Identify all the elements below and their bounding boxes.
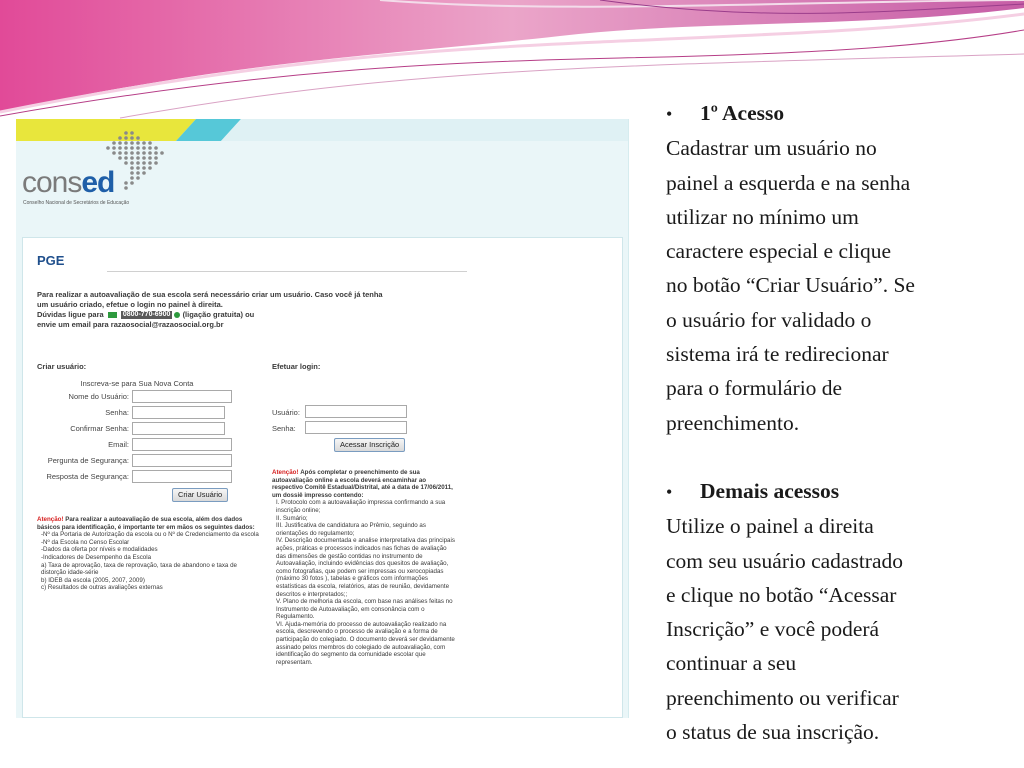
notes-spacer [666, 440, 1018, 474]
logo-subtitle: Conselho Nacional de Secretários de Educação [23, 200, 130, 206]
senha-input[interactable] [132, 406, 225, 419]
efetuar-login-title: Efetuar login: [272, 362, 321, 371]
acesso-line: o usuário for validado o [666, 307, 872, 332]
intro-line-3-post: (ligação gratuita) ou [182, 310, 255, 319]
intro-line-1: Para realizar a autoavaliação de sua escola será necessário criar um usuário. Caso você já tenha [37, 290, 383, 299]
label-resposta: Resposta de Segurança: [46, 472, 129, 481]
demais-bullet [666, 474, 1018, 509]
login-atencao-text: Após completar o preenchimento de sua autoavaliação online a escola deverá encaminhar ao respectivo Comitê Estadual/Distrital, até a data de 17/06/2011, um dossiê impresso contendo: [272, 469, 453, 499]
intro-line-2: um usuário criado, efetue o login no painel à direita. [37, 300, 223, 309]
login-item: I. Protocolo com a autoavaliação impressa confirmando a sua inscrição online; [276, 499, 446, 514]
acesso-line: painel a esquerda e na senha [666, 170, 911, 195]
demais-line: Inscrição” e você poderá [666, 617, 880, 642]
intro-line-3-pre: Dúvidas ligue para [37, 310, 104, 319]
main-content [22, 237, 623, 718]
criar-item: -Nº da Portaria de Autorização da escola ou o Nº de Credenciamento da escola [41, 531, 259, 539]
label-nome: Nome do Usuário: [68, 392, 129, 401]
demais-title: Demais acessos [700, 478, 840, 503]
label-pergunta: Pergunta de Segurança: [47, 456, 129, 465]
pergunta-seguranca-input[interactable] [132, 454, 232, 467]
criar-usuario-button[interactable]: Criar Usuário [172, 488, 228, 502]
demais-line: Utilize o painel a direita [666, 514, 874, 539]
demais-line: com seu usuário cadastrado [666, 548, 904, 573]
login-senha-input[interactable] [305, 421, 407, 434]
email-input[interactable] [132, 438, 232, 451]
demais-line: o status de sua inscrição. [666, 720, 880, 745]
label-usuario: Usuário: [272, 408, 300, 417]
acesso-line: Cadastrar um usuário no [666, 136, 877, 161]
intro-text [37, 290, 467, 330]
acesso-line: no botão “Criar Usuário”. Se [666, 273, 915, 298]
intro-line-3 [37, 310, 467, 320]
slide-notes [666, 96, 1018, 749]
resposta-seguranca-input[interactable] [132, 470, 232, 483]
login-atencao-block [272, 469, 458, 666]
criar-usuario-title: Criar usuário: [37, 362, 87, 371]
demais-line: continuar a seu [666, 651, 797, 676]
acesso-title: 1º Acesso [700, 101, 785, 125]
acesso-line: sistema irá te redirecionar [666, 342, 889, 367]
acesso-line: caractere especial e clique [666, 239, 891, 264]
login-atencao-label: Atenção! [272, 469, 299, 476]
bullet-dot-icon: • [666, 481, 673, 502]
phone-ok-icon [174, 312, 180, 318]
acesso-line: utilizar no mínimo um [666, 204, 859, 229]
demais-line: preenchimento ou verificar [666, 685, 899, 710]
acesso-line: preenchimento. [666, 410, 800, 435]
consed-logo [22, 127, 172, 219]
criar-item: -Dados da oferta por níveis e modalidades [41, 546, 158, 554]
login-item: V. Plano de melhoria da escola, com base nas análises feitas no Instrumento de Autoavaliação, em consonância com o Regulamento. [276, 598, 453, 621]
brazil-flag-icon [108, 312, 117, 318]
label-login-senha: Senha: [272, 424, 296, 433]
login-item: II. Sumário; [276, 514, 308, 522]
demais-line: e clique no botão “Acessar [666, 582, 897, 607]
label-senha: Senha: [105, 408, 129, 417]
login-item: VI. Ajuda-memória do processo de autoavaliação realizado na escola, descrevendo o processo de avaliação e a forma de participação do colegiado. O documento deverá ser devidamente assinado pelos membros do colegiado de autoavaliação, com identificação do segmento da comunidade escolar que representam. [276, 620, 455, 666]
criar-subtitle: Inscreva-se para Sua Nova Conta [80, 379, 194, 388]
usuario-input[interactable] [305, 405, 407, 418]
logo-cons: cons [22, 166, 82, 199]
acessar-inscricao-button[interactable]: Acessar Inscrição [334, 438, 405, 452]
screenshot-panel [16, 119, 629, 718]
logo-ed: ed [81, 166, 115, 199]
page-title: PGE [37, 253, 65, 268]
criar-atencao-label: Atenção! [37, 516, 64, 523]
criar-item: -Indicadores de Desempenho da Escola [41, 553, 152, 561]
criar-item: c) Resultados de outras avaliações externas [41, 584, 163, 592]
criar-item: b) IDEB da escola (2005, 2007, 2009) [41, 576, 145, 584]
confirmar-senha-input[interactable] [132, 422, 225, 435]
intro-line-4: envie um email para razaosocial@razaosocial.org.br [37, 320, 224, 329]
criar-item: a) Taxa de aprovação, taxa de reprovação, taxa de abandono e taxa de distorção idade-série [41, 561, 237, 577]
acesso-line: para o formulário de [666, 376, 843, 401]
phone-number: 0800-770-6900 [122, 311, 171, 319]
bullet-dot-icon: • [666, 104, 673, 124]
title-divider [107, 271, 467, 272]
login-item: III. Justificativa de candidatura ao Prêmio, seguindo as orientações do regulamento; [276, 522, 426, 537]
acesso-bullet [666, 96, 1018, 131]
criar-atencao-text: Para realizar a autoavaliação de sua escola, além dos dados básicos para identificação, é importante ter em mãos os seguintes dados: [37, 516, 255, 531]
login-item: IV. Descrição documentada e analise interpretativa das principais ações, práticas e processos indicados nas fichas de avaliação das dimensões de gestão contidas no instrumento de Autoavaliação, incluindo evidências dos quesitos de avaliação, como fotografias, que podem ser impressas ou xerocopiadas (máximo 30 fotos ), tabelas e gráficos com informações estatísticas da escola, relatórios, atas de reunião, devidamente descritos e interpretados;; [276, 537, 455, 598]
criar-atencao-block [37, 516, 259, 592]
label-email: Email: [108, 440, 129, 449]
criar-item: -Nº da Escola no Censo Escolar [41, 538, 130, 546]
nome-usuario-input[interactable] [132, 390, 232, 403]
label-confirmar: Confirmar Senha: [70, 424, 129, 433]
